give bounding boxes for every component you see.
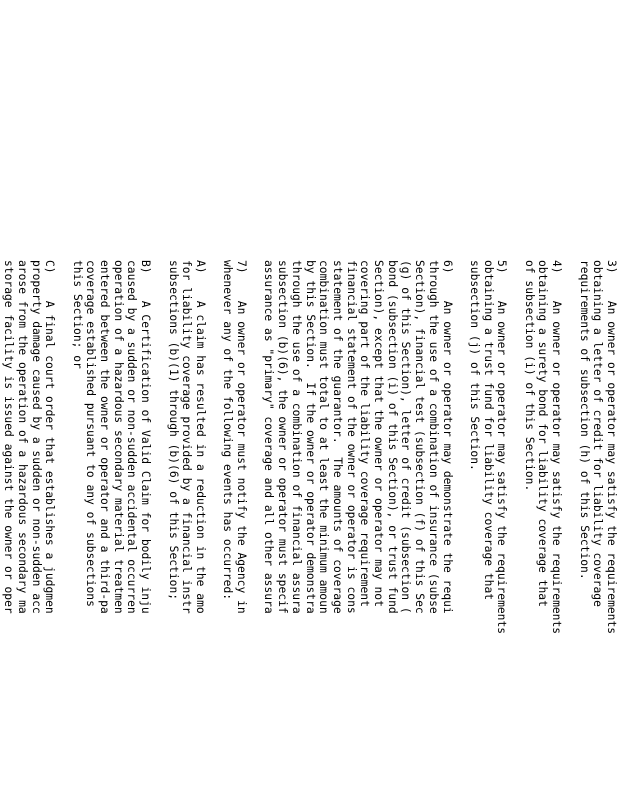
paragraph-pA	[166, 260, 207, 800]
text-line: storage facility is issued against the owner or oper	[2, 260, 16, 614]
text-line: 3) An owner or operator may satisfy the requirements	[605, 260, 618, 635]
text-line: for liability coverage provided by a financial instr	[180, 260, 194, 614]
paragraph-pC	[0, 260, 56, 800]
text-line: caused by a sudden or non-sudden accidental occurren	[125, 260, 139, 614]
text-line: subsections (b)(1) through (b)(6) of this Section;	[166, 260, 180, 601]
text-line: through the use of a combination of insurance (subse	[426, 260, 440, 614]
text-line: of subsection (i) of this Section.	[522, 260, 536, 492]
text-line: C) A final court order that establishes a judgmen	[43, 260, 57, 614]
text-line: this Section; or	[70, 260, 84, 369]
text-line: whenever any of the following events has occurred:	[221, 260, 235, 601]
text-line: covering part of the liability coverage requirement	[358, 260, 372, 607]
text-line: 7) An owner or operator must notify the Agency in	[235, 260, 249, 614]
text-line: Section), financial test (subsection (f) of this Sec	[413, 260, 427, 614]
text-line: operation of a hazardous secondary material treatmen	[111, 260, 125, 614]
text-line: 4) An owner or operator may satisfy the requirements	[550, 260, 564, 635]
text-line: A) A claim has resulted in a reduction in the amo	[193, 260, 207, 614]
text-line: subsection (b)(6), the owner or operator must specif	[276, 260, 290, 614]
text-line: Section), except that the owner or operator may not	[372, 260, 386, 607]
text-line: obtaining a trust fund for liability coverage that	[481, 260, 495, 601]
text-line: (g) of this Section), letter of credit (subsection (	[399, 260, 413, 614]
text-line: through the use of a combination of financial assura	[289, 260, 303, 614]
text-line: entered between the owner or operator and a third-pa	[98, 260, 112, 614]
paragraph-p6	[262, 260, 454, 800]
paragraph-p4	[522, 260, 563, 800]
text-line: obtaining a surety bond for liability coverage that	[536, 260, 550, 607]
text-line: B) A Certification of Valid Claim for bodily inju	[139, 260, 153, 614]
text-line: 6) An owner or operator may demonstrate the requi	[440, 260, 454, 614]
text-line: assurance as "primary" coverage and all other assura	[262, 260, 276, 614]
text-line: bond (subsection (i) of this Section), or trust fund	[385, 260, 399, 614]
text-line: arose from the operation of a hazardous secondary ma	[15, 260, 29, 614]
text-line: requirements of subsection (h) of this Section.	[577, 260, 591, 580]
text-line: coverage established pursuant to any of subsections	[84, 260, 98, 607]
text-line: 5) An owner or operator may satisfy the requirements	[495, 260, 509, 635]
paragraph-p3	[577, 260, 618, 800]
text-line: statement of the guarantor. The amounts of coverage	[330, 260, 344, 614]
text-line: obtaining a letter of credit for liability coverage	[591, 260, 605, 607]
rotated-document-page	[2, 260, 618, 800]
paragraph-p7	[221, 260, 248, 800]
paragraph-p5	[467, 260, 508, 800]
paragraph-pB	[70, 260, 152, 800]
text-line: by this Section. If the owner or operator demonstra	[303, 260, 317, 614]
text-line: combination must total to at least the minimum amoun	[317, 260, 331, 614]
text-line: subsection (j) of this Section.	[468, 260, 481, 471]
text-line: property damage caused by a sudden or non-sudden acc	[29, 260, 43, 614]
text-line: financial statement of the owner or operator is cons	[344, 260, 358, 614]
